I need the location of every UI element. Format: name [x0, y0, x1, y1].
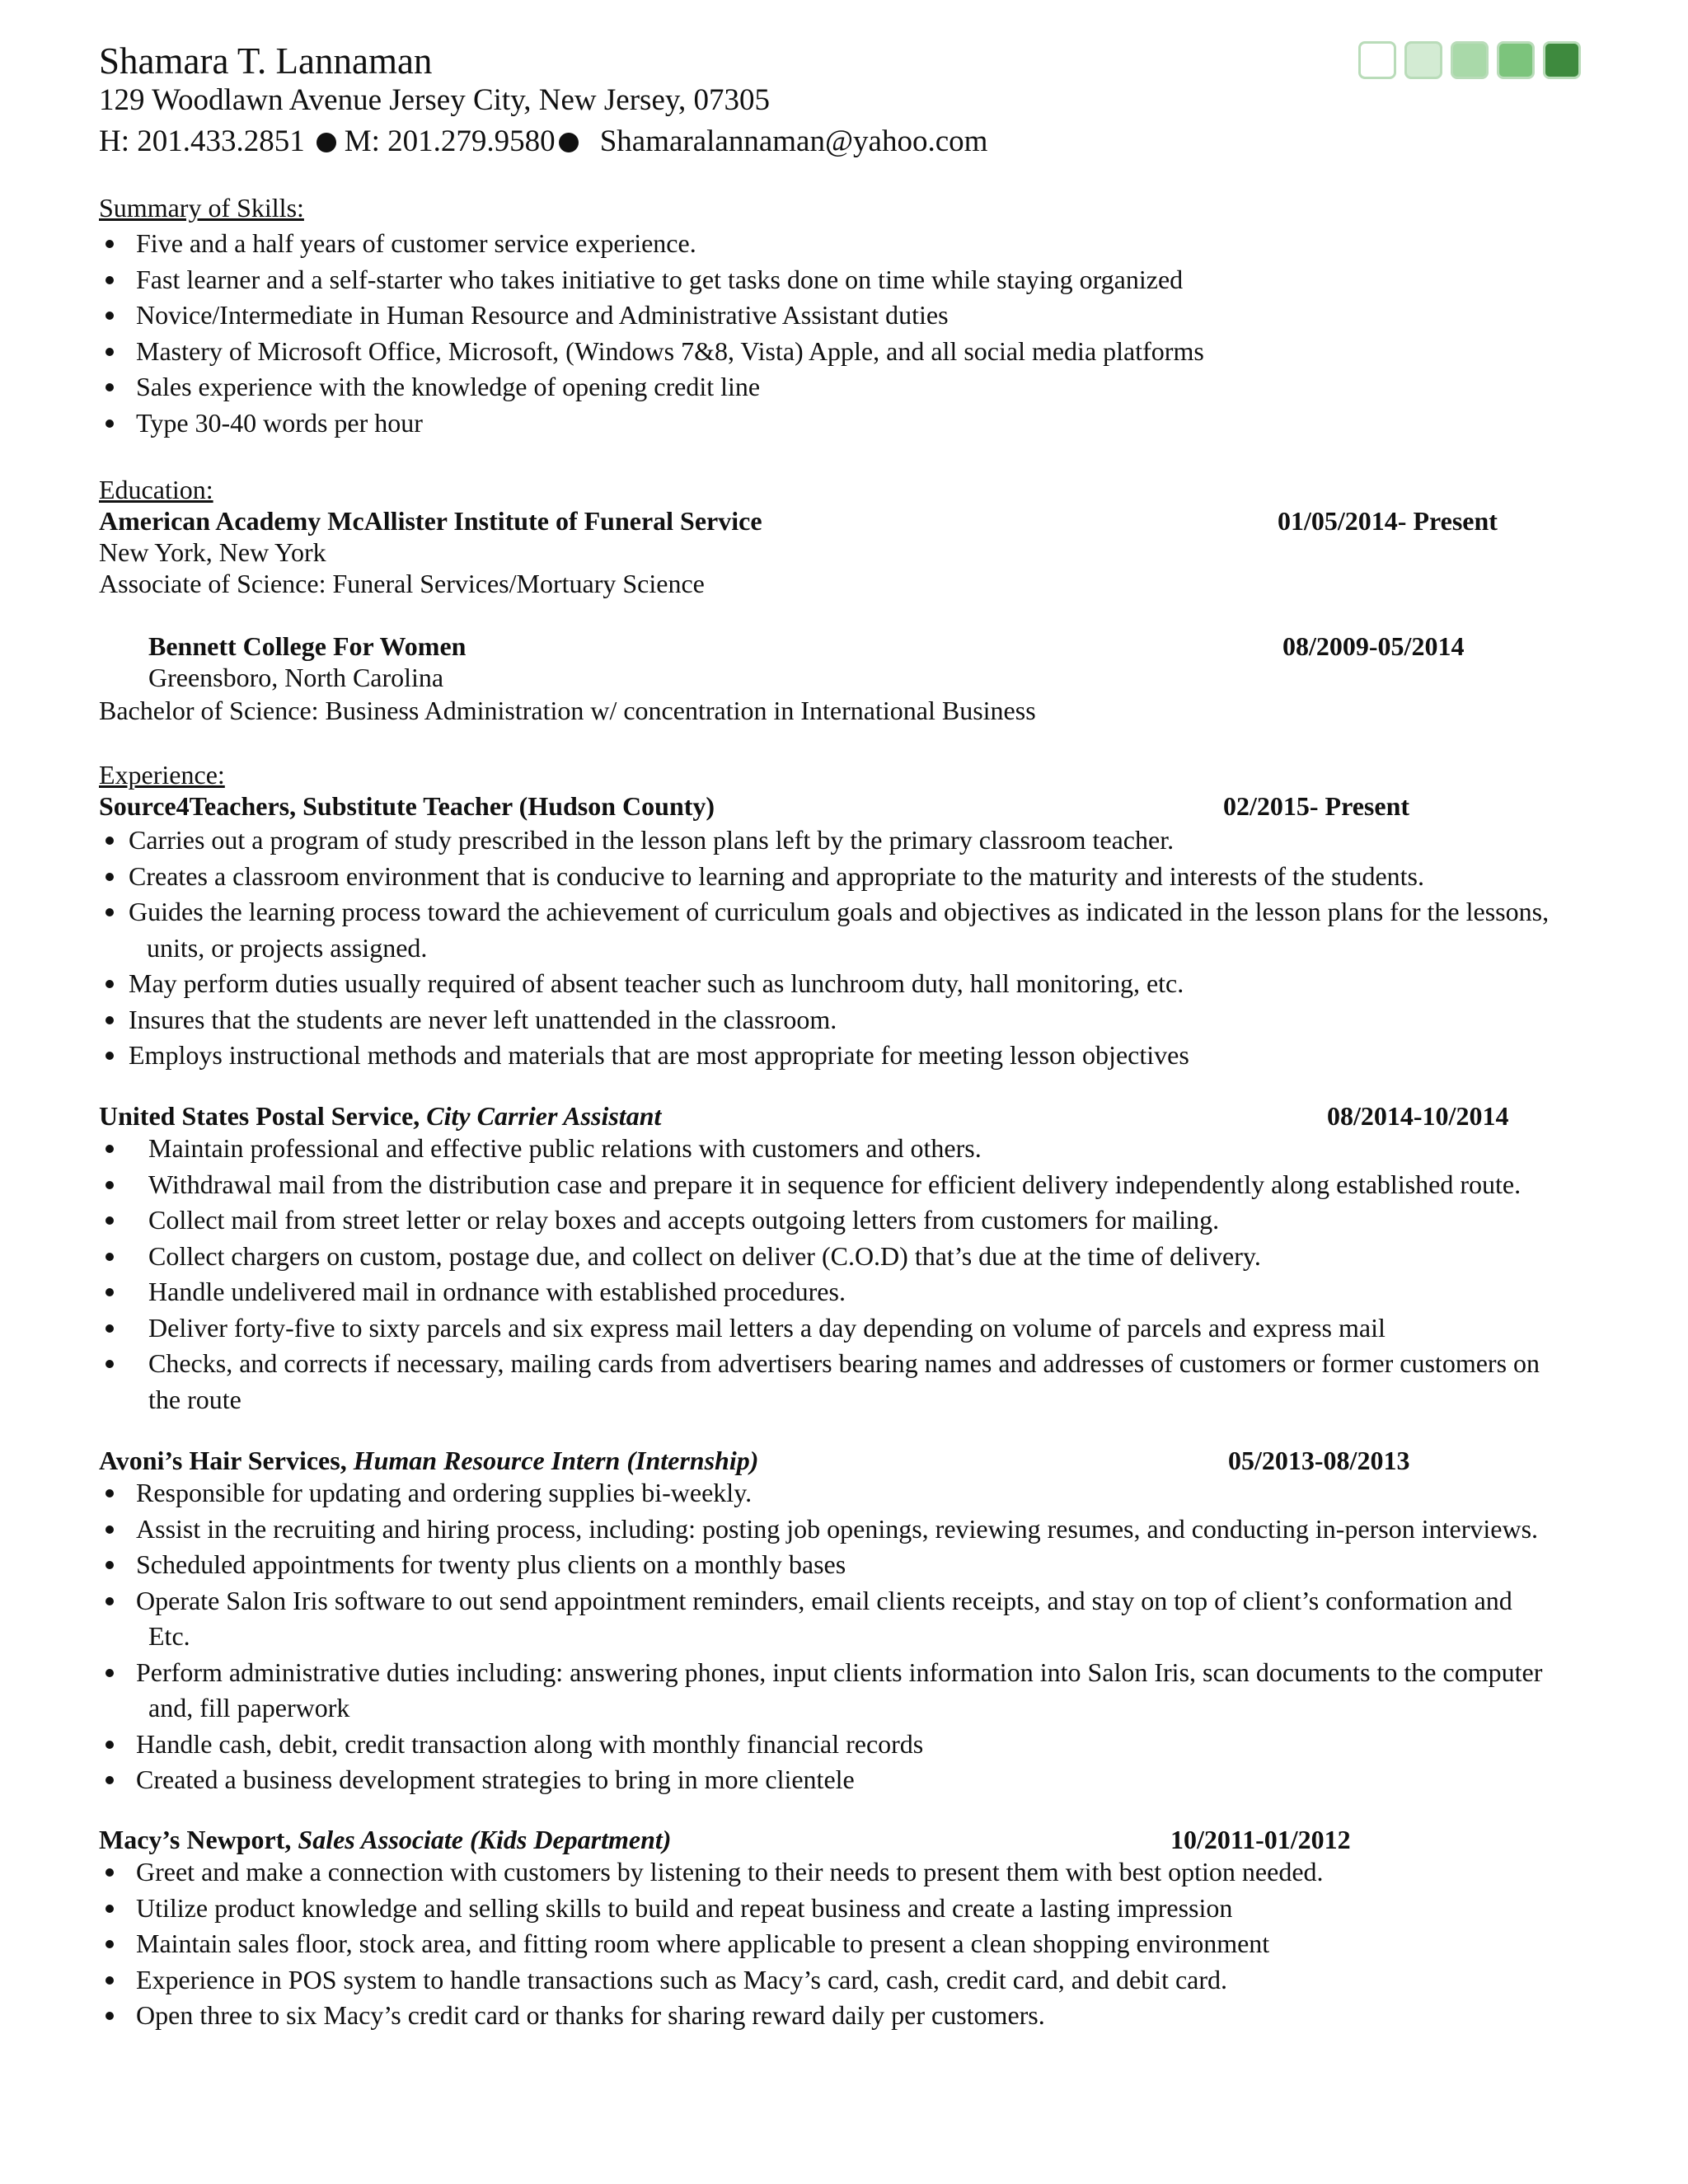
- duty-text: Greet and make a connection with customers by listening to their needs to present them with best option needed.: [136, 1857, 1324, 1886]
- duty-text: Deliver forty-five to sixty parcels and six express mail letters a day depending on volume of parcels and express mail: [148, 1312, 1386, 1343]
- job-duty-item: [99, 1346, 1632, 1418]
- home-phone: H: 201.433.2851: [99, 124, 305, 158]
- job-title: Human Resource Intern (Internship): [353, 1446, 759, 1475]
- education-heading: Education:: [99, 475, 213, 504]
- job-duty-item: [99, 1762, 1632, 1798]
- green-square-icon: [1404, 41, 1442, 79]
- school-dates: 08/2009-05/2014: [1282, 631, 1465, 661]
- duty-text: Handle undelivered mail in ordnance with established procedures.: [148, 1277, 846, 1306]
- school-location: New York, New York: [99, 537, 326, 567]
- duty-text: Perform administrative duties including: answering phones, input clients information into Salon Iris, scan documents to the computer: [136, 1657, 1543, 1687]
- duty-text-continued: Etc.: [148, 1621, 190, 1651]
- job-heading: [99, 1099, 661, 1132]
- green-square-icon: [1543, 41, 1581, 79]
- job-duty-item: [99, 1655, 1632, 1727]
- school-degree: Associate of Science: Funeral Services/Mortuary Science: [99, 569, 705, 598]
- duty-text: Assist in the recruiting and hiring process, including: posting job openings, reviewing resumes, and conducting in-person interviews.: [136, 1513, 1539, 1544]
- job-duties-list: [99, 1475, 1632, 1798]
- job-duty-item: [99, 1239, 1632, 1275]
- duty-text: Carries out a program of study prescribed in the lesson plans left by the primary classroom teacher.: [129, 825, 1175, 855]
- skill-item: Sales experience with the knowledge of opening credit line: [99, 369, 1624, 405]
- duty-text-continued: units, or projects assigned.: [147, 932, 428, 963]
- bullet-dot-icon: [316, 133, 336, 152]
- duty-text: Collect mail from street letter or relay boxes and accepts outgoing letters from customers for mailing.: [148, 1205, 1220, 1235]
- job-duty-item: [99, 1891, 1632, 1927]
- skills-list: [99, 226, 1624, 441]
- job-duty-item: [99, 1547, 1632, 1583]
- job-title: Sales Associate (Kids Department): [298, 1825, 672, 1854]
- job-duty-item: [99, 1962, 1632, 1999]
- applicant-name: Shamara T. Lannaman: [99, 40, 433, 82]
- skill-item: Five and a half years of customer service experience.: [99, 226, 1624, 262]
- job-duty-item: [99, 1475, 1632, 1511]
- experience-heading: Experience:: [99, 760, 225, 790]
- job-employer: Avoni’s Hair Services,: [99, 1446, 347, 1475]
- school-location: Greensboro, North Carolina: [148, 663, 444, 692]
- duty-text: Open three to six Macy’s credit card or thanks for sharing reward daily per customers.: [136, 2000, 1045, 2030]
- job-title: City Carrier Assistant: [426, 1101, 662, 1131]
- job-duty-item: [99, 1854, 1632, 1891]
- green-square-icon: [1451, 41, 1489, 79]
- skill-item: Mastery of Microsoft Office, Microsoft, (Windows 7&8, Vista) Apple, and all social media platforms: [99, 334, 1624, 370]
- job-duty-item: [99, 1131, 1632, 1167]
- duty-text: Employs instructional methods and materials that are most appropriate for meeting lesson objectives: [129, 1040, 1189, 1070]
- duty-text: Created a business development strategies to bring in more clientele: [136, 1765, 855, 1794]
- school-degree: Bachelor of Science: Business Administration w/ concentration in International Business: [99, 696, 1036, 725]
- skill-item: Novice/Intermediate in Human Resource and Administrative Assistant duties: [99, 298, 1624, 334]
- duty-text: Responsible for updating and ordering supplies bi-weekly.: [136, 1478, 753, 1507]
- skills-heading: Summary of Skills:: [99, 193, 304, 223]
- duty-text: Maintain sales floor, stock area, and fitting room where applicable to present a clean shopping environment: [136, 1929, 1270, 1958]
- contact-line: [99, 122, 987, 162]
- job-heading: [99, 1823, 671, 1856]
- duty-text: Withdrawal mail from the distribution case and prepare it in sequence for efficient delivery independently along established route.: [148, 1169, 1522, 1199]
- duty-text: Maintain professional and effective public relations with customers and others.: [148, 1133, 982, 1163]
- job-duty-item: [99, 1274, 1632, 1310]
- job-duty-item: [99, 1310, 1632, 1347]
- job-duty-item: [99, 1998, 1632, 2034]
- skill-item: Fast learner and a self-starter who takes initiative to get tasks done on time while staying organized: [99, 262, 1624, 298]
- email-address: Shamaralannaman@yahoo.com: [599, 124, 988, 158]
- duty-text: Guides the learning process toward the achievement of curriculum goals and objectives as indicated in the lesson plans for the lessons,: [129, 897, 1550, 926]
- school-name: American Academy McAllister Institute of Funeral Service: [99, 506, 762, 536]
- job-dates: 05/2013-08/2013: [1228, 1446, 1410, 1475]
- duty-text: Collect chargers on custom, postage due, and collect on deliver (C.O.D) that’s due at the time of delivery.: [148, 1240, 1261, 1271]
- job-duty-item: [99, 1727, 1632, 1763]
- job-duty-item: [99, 1583, 1632, 1655]
- duty-text: Handle cash, debit, credit transaction along with monthly financial records: [136, 1728, 924, 1759]
- school-dates: 01/05/2014- Present: [1278, 506, 1498, 536]
- job-dates: 08/2014-10/2014: [1327, 1101, 1509, 1131]
- duty-text: Experience in POS system to handle transactions such as Macy’s card, cash, credit card, and debit card.: [136, 1964, 1228, 1994]
- job-employer: Source4Teachers, Substitute Teacher (Hudson County): [99, 791, 715, 821]
- duty-text: Checks, and corrects if necessary, mailing cards from advertisers bearing names and addresses of customers or former customers on: [148, 1348, 1540, 1378]
- job-duty-item: [99, 1202, 1632, 1239]
- applicant-address: 129 Woodlawn Avenue Jersey City, New Jersey, 07305: [99, 83, 770, 117]
- duty-text: Utilize product knowledge and selling skills to build and repeat business and create a lasting impression: [136, 1892, 1233, 1923]
- job-employer: United States Postal Service,: [99, 1101, 420, 1131]
- job-heading: [99, 1444, 758, 1477]
- skill-item: Type 30-40 words per hour: [99, 405, 1624, 442]
- school-name: Bennett College For Women: [148, 631, 467, 661]
- job-duty-item: [99, 1167, 1632, 1203]
- duty-text: May perform duties usually required of absent teacher such as lunchroom duty, hall monitoring, etc.: [129, 968, 1184, 998]
- duty-text: Scheduled appointments for twenty plus clients on a monthly bases: [136, 1549, 846, 1579]
- job-dates: 02/2015- Present: [1223, 791, 1410, 821]
- job-duty-item: [99, 823, 1632, 859]
- duty-text: Insures that the students are never left unattended in the classroom.: [129, 1004, 837, 1034]
- job-duty-item: [99, 1002, 1632, 1038]
- job-duty-item: [99, 966, 1632, 1002]
- mobile-phone: M: 201.279.9580: [344, 124, 556, 158]
- job-dates: 10/2011-01/2012: [1170, 1825, 1351, 1854]
- job-duties-list: [99, 823, 1632, 1074]
- job-duties-list: [99, 1854, 1632, 2034]
- job-duty-item: [99, 894, 1632, 966]
- job-duty-item: [99, 859, 1632, 895]
- green-square-icon: [1358, 41, 1396, 79]
- green-square-icon: [1497, 41, 1535, 79]
- duty-text-continued: the route: [148, 1384, 241, 1414]
- job-employer: Macy’s Newport,: [99, 1825, 292, 1854]
- duty-text-continued: and, fill paperwork: [148, 1693, 350, 1722]
- job-duty-item: [99, 1511, 1632, 1548]
- job-duty-item: [99, 1926, 1632, 1962]
- duty-text: Operate Salon Iris software to out send appointment reminders, email clients receipts, and stay on top of client’s conformation and: [136, 1585, 1512, 1615]
- bullet-dot-icon: [559, 133, 579, 152]
- decorative-green-squares: [1358, 41, 1581, 79]
- duty-text: Creates a classroom environment that is conducive to learning and appropriate to the maturity and interests of the students.: [129, 860, 1424, 891]
- job-duty-item: [99, 1038, 1632, 1074]
- job-duties-list: [99, 1131, 1632, 1418]
